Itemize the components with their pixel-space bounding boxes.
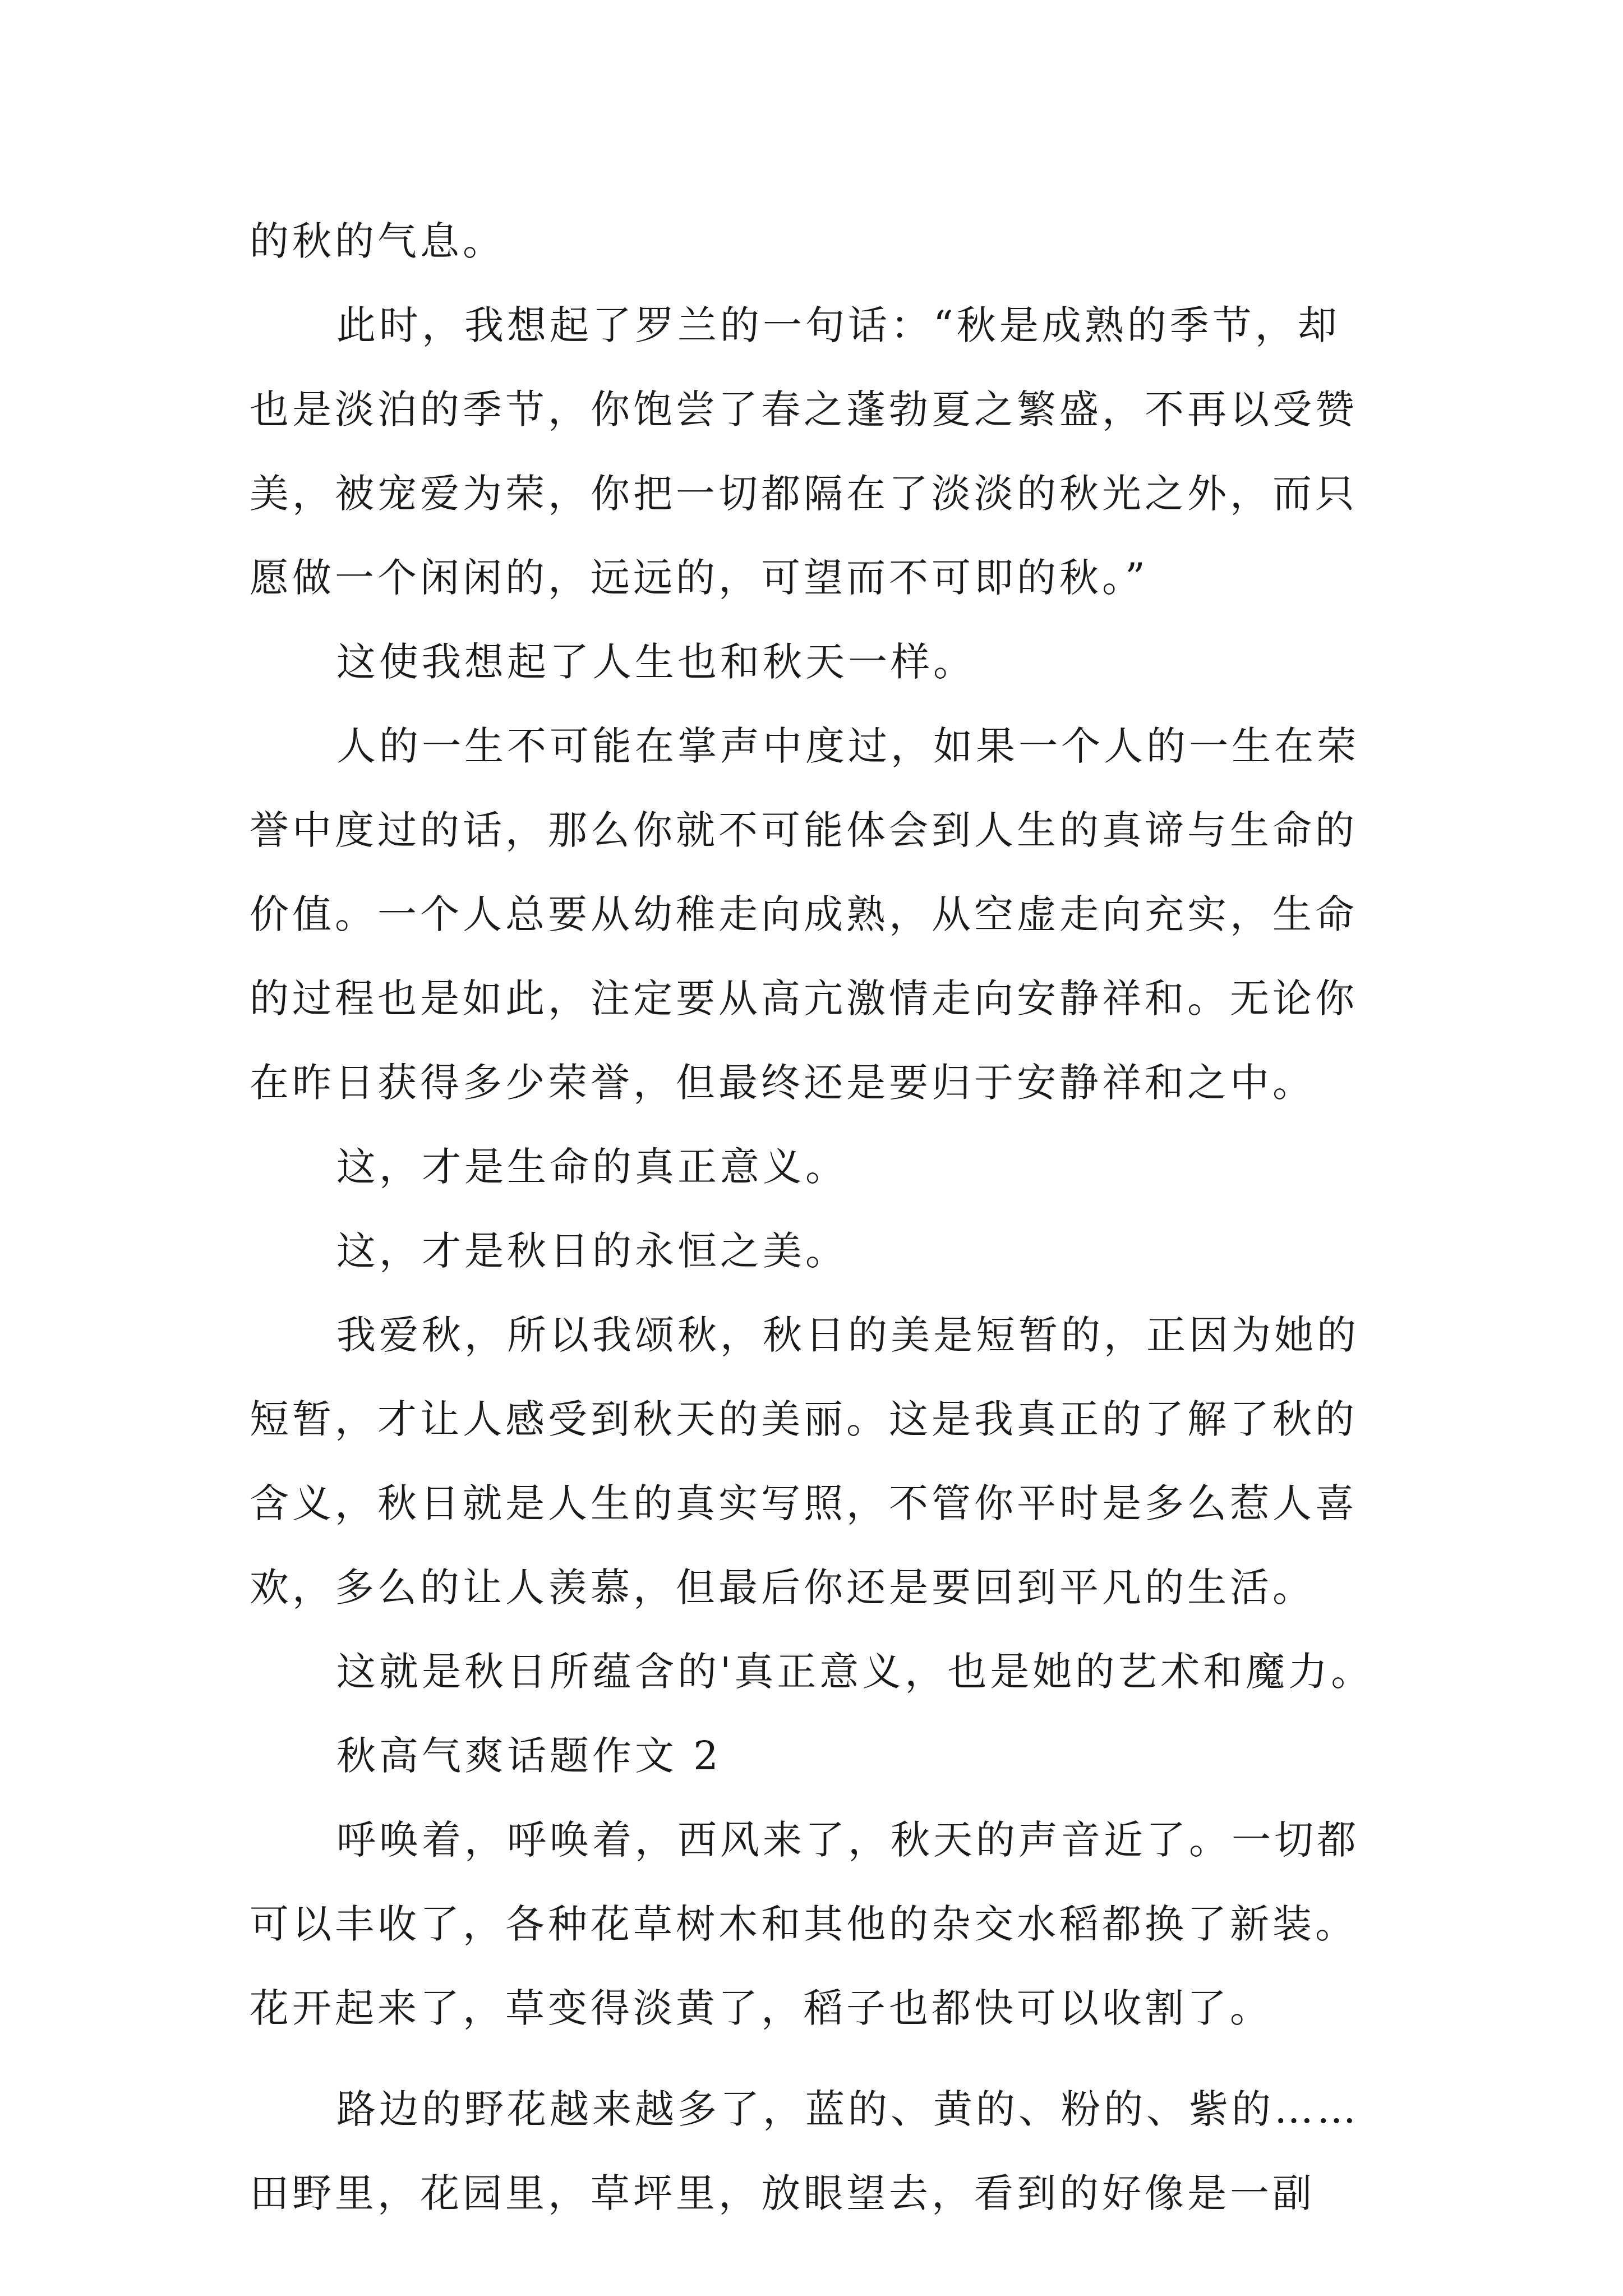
text-line: 这就是秋日所蕴含的'真正意义，也是她的艺术和魔力。 xyxy=(336,1649,1374,1695)
text-line: 价值。一个人总要从幼稚走向成熟，从空虚走向充实，生命 xyxy=(250,891,1358,937)
text-line: 田野里，花园里，草坪里，放眼望去，看到的好像是一副 xyxy=(250,2170,1315,2216)
text-line: 愿做一个闲闲的，远远的，可望而不可即的秋。” xyxy=(250,555,1149,601)
text-line: 美，被宠爱为荣，你把一切都隔在了淡淡的秋光之外，而只 xyxy=(250,471,1358,517)
text-line: 可以丰收了，各种花草树木和其他的杂交水稻都换了新装。 xyxy=(250,1901,1358,1947)
text-line: 呼唤着，呼唤着，西风来了，秋天的声音近了。一切都 xyxy=(336,1817,1359,1863)
text-line: 此时，我想起了罗兰的一句话：“秋是成熟的季节，却 xyxy=(336,302,1340,348)
text-line: 这使我想起了人生也和秋天一样。 xyxy=(336,639,976,685)
text-line: 这，才是生命的真正意义。 xyxy=(336,1144,848,1190)
text-line: 我爱秋，所以我颂秋，秋日的美是短暂的，正因为她的 xyxy=(336,1312,1359,1358)
text-line: 欢，多么的让人羡慕，但最后你还是要回到平凡的生活。 xyxy=(250,1565,1315,1611)
text-line: 含义，秋日就是人生的真实写照，不管你平时是多么惹人喜 xyxy=(250,1480,1358,1526)
text-line: 的秋的气息。 xyxy=(250,218,505,264)
text-line: 短暂，才让人感受到秋天的美丽。这是我真正的了解了秋的 xyxy=(250,1396,1358,1442)
text-line: 人的一生不可能在掌声中度过，如果一个人的一生在荣 xyxy=(336,723,1359,769)
text-line: 的过程也是如此，注定要从高亢激情走向安静祥和。无论你 xyxy=(250,976,1358,1022)
text-line: 在昨日获得多少荣誉，但最终还是要归于安静祥和之中。 xyxy=(250,1060,1315,1106)
text-line: 这，才是秋日的永恒之美。 xyxy=(336,1228,848,1274)
section-heading: 秋高气爽话题作文 2 xyxy=(336,1733,722,1779)
text-line: 路边的野花越来越多了，蓝的、黄的、粉的、紫的…… xyxy=(336,2086,1359,2132)
text-line: 花开起来了，草变得淡黄了，稻子也都快可以收割了。 xyxy=(250,1985,1272,2031)
text-line: 誉中度过的话，那么你就不可能体会到人生的真谛与生命的 xyxy=(250,807,1358,853)
essay-body xyxy=(250,199,1388,2235)
text-line: 也是淡泊的季节，你饱尝了春之蓬勃夏之繁盛，不再以受赞 xyxy=(250,386,1358,432)
